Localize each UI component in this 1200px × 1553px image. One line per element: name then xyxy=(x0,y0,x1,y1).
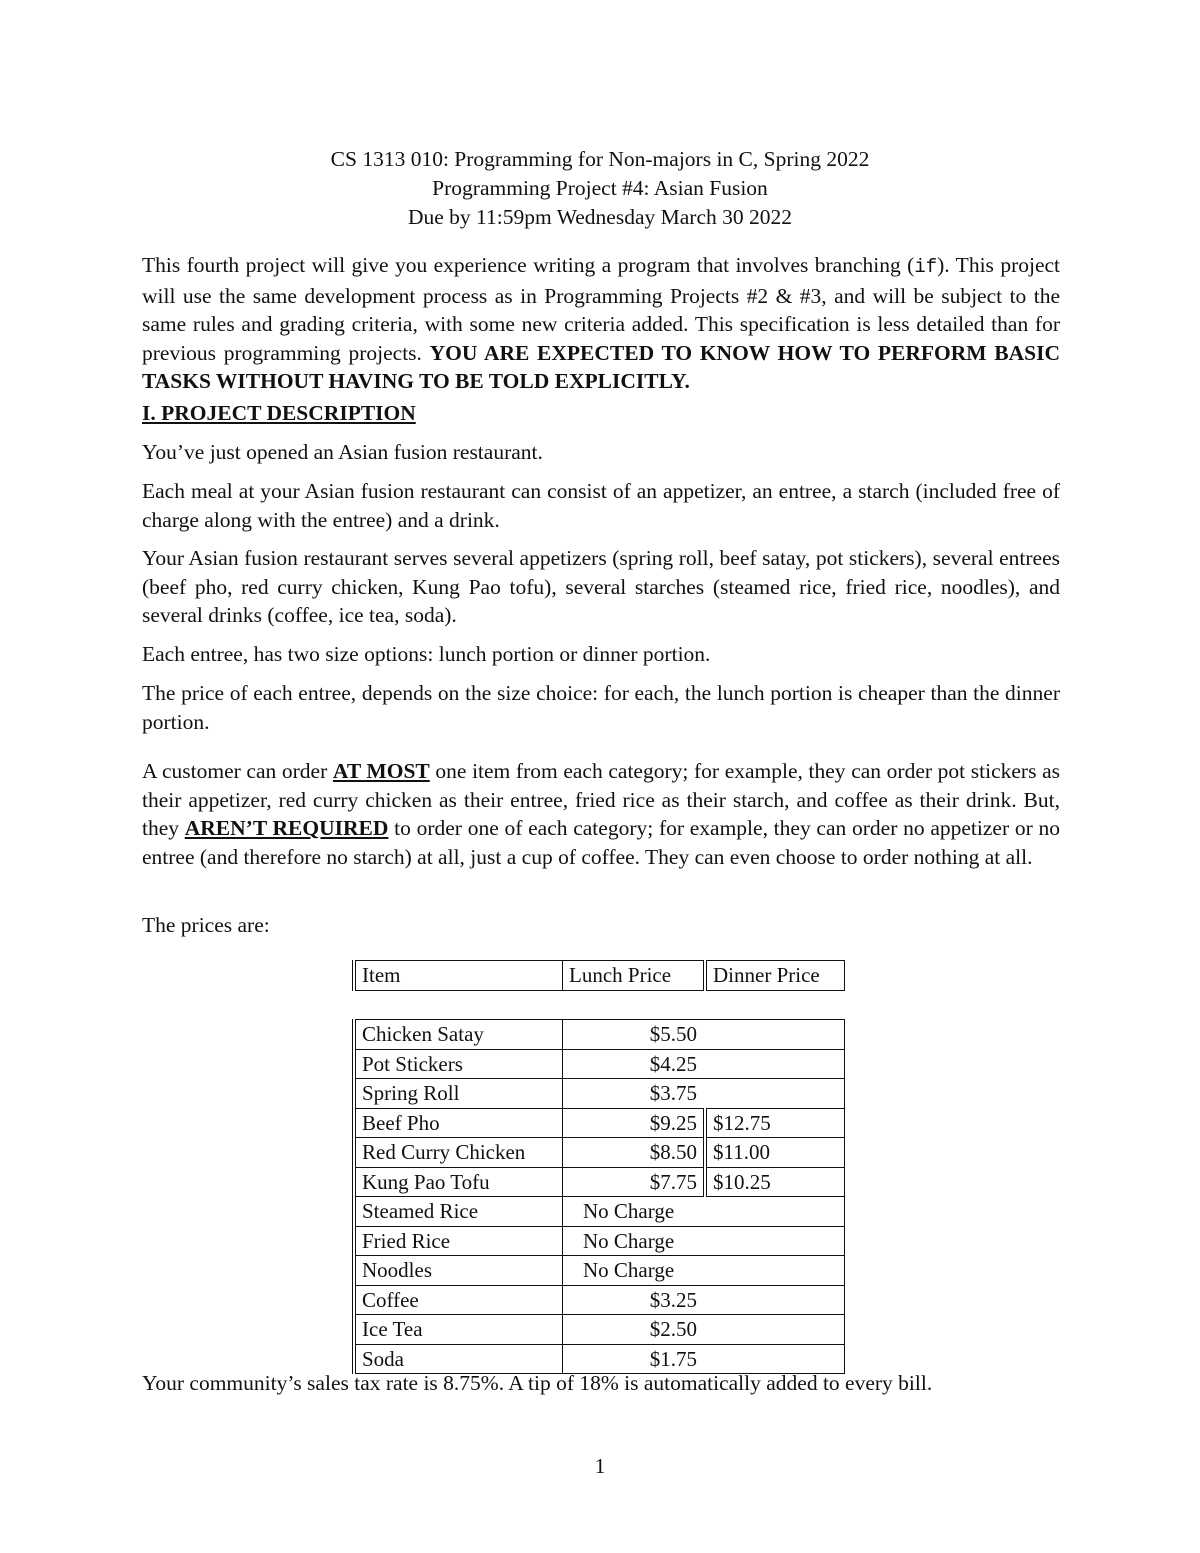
paragraph-4 xyxy=(142,640,1060,669)
p6-text-a: A customer can order xyxy=(142,759,333,783)
price-table-wrap xyxy=(352,960,845,1374)
table-row xyxy=(354,1079,845,1109)
paragraph-5 xyxy=(142,679,1060,736)
cell-lunch-price: $2.50 xyxy=(563,1315,845,1345)
paragraph-3-text: Your Asian fusion restaurant serves several appetizers (spring roll, beef satay, pot stickers), several entrees (beef pho, red curry chicken, Kung Pao tofu), several starches (steamed rice, fried rice, noodles), and several drinks (coffee, ice tea, soda). xyxy=(142,546,1060,627)
header-item: Item xyxy=(354,961,563,991)
cell-lunch-price: $3.75 xyxy=(563,1079,845,1109)
cell-lunch-price: $8.50 xyxy=(563,1138,706,1168)
paragraph-2 xyxy=(142,477,1060,534)
course-title: CS 1313 010: Programming for Non-majors in C, Spring 2022 xyxy=(330,147,870,171)
page-number: 1 xyxy=(594,1454,606,1478)
table-row xyxy=(354,1138,845,1168)
table-header-row xyxy=(354,961,845,991)
cell-item: Ice Tea xyxy=(354,1315,563,1345)
table-separator xyxy=(354,990,845,1020)
cell-item: Beef Pho xyxy=(354,1108,563,1138)
table-row xyxy=(354,1108,845,1138)
intro-paragraph xyxy=(142,251,1060,396)
paragraph-4-text: Each entree, has two size options: lunch portion or dinner portion. xyxy=(142,642,711,666)
table-body xyxy=(354,1020,845,1374)
cell-lunch-price: $7.75 xyxy=(563,1167,706,1197)
intro-code: if xyxy=(914,256,938,278)
cell-lunch-price: $1.75 xyxy=(563,1344,845,1374)
cell-item: Coffee xyxy=(354,1285,563,1315)
cell-item: Red Curry Chicken xyxy=(354,1138,563,1168)
paragraph-8-text: Your community’s sales tax rate is 8.75%. A tip of 18% is automatically added to every bill. xyxy=(142,1371,933,1395)
table-row xyxy=(354,1256,845,1286)
table-row xyxy=(354,1167,845,1197)
p6-text-c: to order one of each category; for example, they can order no appetizer or no entree (and therefore no starch) at all, just a cup of coffee. They can even choose to order nothing at all. xyxy=(142,816,1060,869)
paragraph-6-text xyxy=(142,757,1060,871)
cell-lunch-price: No Charge xyxy=(563,1256,845,1286)
table-row xyxy=(354,1049,845,1079)
table-row xyxy=(354,1315,845,1345)
cell-dinner-price: $12.75 xyxy=(705,1108,845,1138)
table-row xyxy=(354,1285,845,1315)
paragraph-6 xyxy=(142,757,1060,871)
p6-text-b: one item from each category; for example, they can order pot stickers as their appetizer, red curry chicken as their entree, fried rice as their starch, and coffee as their drink. But, they xyxy=(142,759,1060,840)
cell-item: Steamed Rice xyxy=(354,1197,563,1227)
paragraph-5-text: The price of each entree, depends on the size choice: for each, the lunch portion is cheaper than the dinner portion. xyxy=(142,681,1060,734)
cell-lunch-price: $3.25 xyxy=(563,1285,845,1315)
paragraph-2-text: Each meal at your Asian fusion restaurant can consist of an appetizer, an entree, a starch (included free of charge along with the entree) and a drink. xyxy=(142,479,1060,532)
cell-item: Kung Pao Tofu xyxy=(354,1167,563,1197)
cell-dinner-price: $11.00 xyxy=(705,1138,845,1168)
cell-lunch-price: $5.50 xyxy=(563,1020,845,1050)
intro-bold-warning: YOU ARE EXPECTED TO KNOW HOW TO PERFORM BASIC TASKS WITHOUT HAVING TO BE TOLD EXPLICITLY. xyxy=(142,340,1060,393)
cell-item: Fried Rice xyxy=(354,1226,563,1256)
cell-item: Spring Roll xyxy=(354,1079,563,1109)
paragraph-1-text: You’ve just opened an Asian fusion restaurant. xyxy=(142,440,543,464)
cell-item: Pot Stickers xyxy=(354,1049,563,1079)
cell-item: Soda xyxy=(354,1344,563,1374)
cell-lunch-price: $4.25 xyxy=(563,1049,845,1079)
paragraph-3 xyxy=(142,544,1060,630)
header-lunch-price: Lunch Price xyxy=(563,961,706,991)
p6-emphasis-arent-required: AREN’T REQUIRED xyxy=(184,816,389,840)
section-heading: I. PROJECT DESCRIPTION xyxy=(142,401,416,425)
table-row xyxy=(354,1020,845,1050)
document-header xyxy=(0,145,1200,232)
paragraph-1 xyxy=(142,438,1060,467)
header-dinner-price: Dinner Price xyxy=(705,961,845,991)
paragraph-8 xyxy=(142,1369,1060,1398)
paragraph-7-text: The prices are: xyxy=(142,913,270,937)
due-date: Due by 11:59pm Wednesday March 30 2022 xyxy=(407,205,792,229)
price-table xyxy=(352,960,845,1374)
p6-emphasis-at-most: AT MOST xyxy=(332,759,430,783)
table-row xyxy=(354,1197,845,1227)
project-title: Programming Project #4: Asian Fusion xyxy=(432,176,768,200)
table-row xyxy=(354,1226,845,1256)
cell-lunch-price: No Charge xyxy=(563,1197,845,1227)
intro-text-2: ). This project will use the same development process as in Programming Projects #2 & #3, and will be subject to the same rules and grading criteria, with some new criteria added. This specification is less detailed than for previous programming projects. xyxy=(142,253,1061,365)
intro-block xyxy=(142,251,1060,396)
cell-item: Chicken Satay xyxy=(354,1020,563,1050)
paragraph-7 xyxy=(142,911,1060,940)
cell-dinner-price: $10.25 xyxy=(705,1167,845,1197)
cell-lunch-price: $9.25 xyxy=(563,1108,706,1138)
intro-text-1: This fourth project will give you experience writing a program that involves branching ( xyxy=(142,253,915,277)
section-heading-block xyxy=(142,399,1060,428)
cell-item: Noodles xyxy=(354,1256,563,1286)
cell-lunch-price: No Charge xyxy=(563,1226,845,1256)
